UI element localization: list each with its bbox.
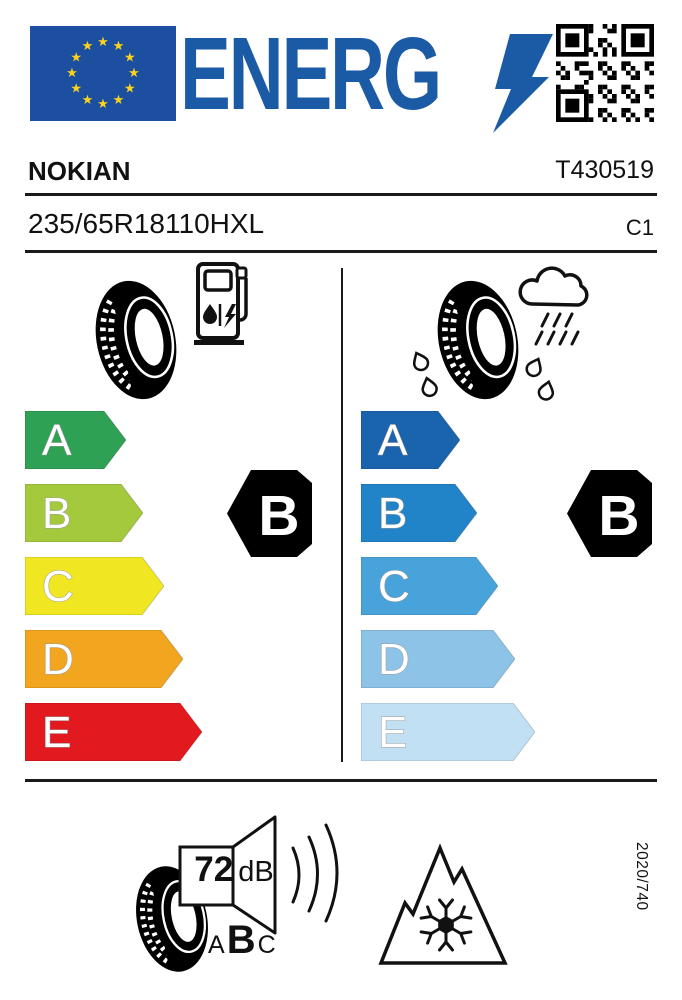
- noise-class-a: A: [208, 931, 225, 959]
- svg-text:★: ★: [66, 66, 78, 81]
- svg-text:★: ★: [81, 92, 94, 108]
- grade-letter: E: [42, 708, 72, 757]
- grade-arrow-a: [361, 411, 460, 469]
- snowflake-mountain-icon: [372, 840, 512, 968]
- fuel-efficiency-rating-indicator: [227, 470, 312, 557]
- wet-grip-rating-indicator: [567, 470, 652, 557]
- svg-text:★: ★: [70, 50, 83, 66]
- eu-flag-icon: [30, 26, 176, 121]
- grade-letter: B: [378, 489, 408, 538]
- grade-letter: C: [42, 562, 74, 611]
- grade-letter: D: [42, 635, 74, 684]
- center-divider: [341, 268, 343, 762]
- grade-arrow-d: [25, 630, 183, 688]
- svg-text:★: ★: [70, 81, 83, 97]
- wet-grip-scale: [361, 411, 535, 776]
- rule-bottom: [25, 779, 657, 782]
- grade-arrow-c: [361, 557, 498, 615]
- type-identifier: T430519: [555, 156, 654, 184]
- lightning-bolt-icon: [438, 30, 556, 135]
- rule-size: [25, 250, 657, 253]
- grade-arrow-c: [25, 557, 164, 615]
- noise-class-scale: [208, 918, 276, 963]
- grade-letter: D: [378, 635, 410, 684]
- regulation-number: 2020/740: [633, 842, 650, 911]
- grade-arrow-e: [25, 703, 202, 761]
- rain-cloud-icon: [514, 258, 602, 364]
- grade-letter: A: [378, 416, 408, 465]
- noise-level: [186, 850, 282, 890]
- tyre-size-designation: 235/65R18110HXL: [28, 208, 265, 239]
- qr-code: [556, 24, 654, 122]
- sound-waves-icon: [293, 825, 337, 921]
- svg-text:★: ★: [97, 97, 109, 112]
- noise-class-b-rated: B: [226, 918, 256, 962]
- grade-letter: A: [42, 416, 72, 465]
- svg-text:★: ★: [123, 50, 136, 66]
- grade-arrow-d: [361, 630, 515, 688]
- grade-arrow-e: [361, 703, 535, 761]
- svg-text:★: ★: [112, 92, 125, 108]
- rule-top: [25, 193, 657, 196]
- grade-arrow-a: [25, 411, 126, 469]
- grade-letter: C: [378, 562, 410, 611]
- energy-wordmark: ENERG: [180, 16, 440, 131]
- wet-rating-letter: B: [598, 484, 640, 548]
- grade-arrow-b: [25, 484, 143, 542]
- fuel-pump-icon: [192, 256, 250, 352]
- svg-text:★: ★: [123, 81, 136, 97]
- fuel-efficiency-scale: [25, 411, 202, 776]
- svg-text:★: ★: [112, 39, 125, 55]
- tire-icon: [84, 276, 188, 404]
- fuel-rating-letter: B: [258, 484, 300, 548]
- grade-arrow-b: [361, 484, 477, 542]
- noise-value: 72: [194, 850, 234, 889]
- svg-text:★: ★: [81, 39, 94, 55]
- svg-text:★: ★: [128, 66, 140, 81]
- tyre-class: C1: [625, 215, 654, 240]
- grade-letter: E: [378, 708, 408, 757]
- water-splash-icon: [404, 350, 564, 405]
- svg-text:★: ★: [97, 35, 109, 50]
- noise-class-c: C: [257, 931, 276, 959]
- noise-unit: dB: [238, 856, 274, 888]
- grade-letter: B: [42, 489, 72, 538]
- supplier-name: NOKIAN: [28, 156, 131, 186]
